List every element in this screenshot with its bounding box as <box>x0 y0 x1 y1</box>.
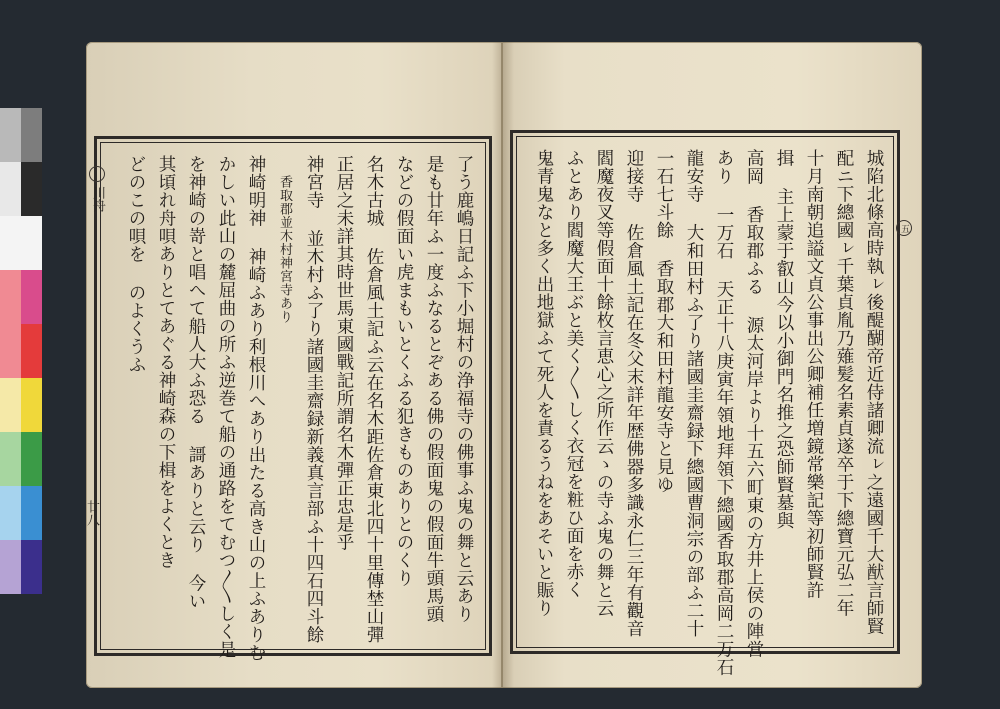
color-swatch <box>0 270 21 324</box>
right-text-frame <box>510 130 900 676</box>
open-book <box>86 42 922 688</box>
text-column: どのこの唄を のよくうふ <box>126 155 146 374</box>
color-swatch <box>0 324 21 378</box>
text-column: 配ニ下總國ㇾ千葉貞胤乃薙髪名素貞遂卒于下總寶元弘二年 <box>834 149 854 617</box>
text-column: 了う鹿嶋日記ふ下小堀村の浄福寺の佛事ふ鬼の舞と云あり <box>454 155 474 623</box>
color-swatch <box>0 216 42 270</box>
color-swatch <box>21 540 42 594</box>
text-column: 神崎明神 神崎ふあり利根川へあり出たる高き山の上ふありむ <box>246 155 266 662</box>
color-swatch <box>21 270 42 324</box>
color-swatch <box>0 486 21 540</box>
text-column: ふとあり閻魔大王ぶと美く〳〵しく衣冠を粧ひ面を赤く <box>564 149 584 599</box>
text-column: 迎接寺 佐倉風土記在冬父末詳年歴佛器多識永仁三年有觀音 <box>624 149 644 638</box>
color-swatch <box>0 108 21 162</box>
margin-circle-mark <box>89 166 105 182</box>
color-swatch <box>21 108 42 162</box>
left-page <box>86 42 502 688</box>
book-gutter <box>492 42 514 688</box>
folio-circle-mark: 五 <box>896 220 912 236</box>
text-column: 鬼青鬼なと多く出地獄ふて死人を責るうねをあそいと賑り <box>534 149 554 617</box>
text-column: あり 一万石 天正十八庚寅年領地拜領下總國香取郡高岡二万石 <box>714 149 734 676</box>
text-column: などの假面い虎まもいとくふる犯きものありとのくり <box>394 155 414 587</box>
text-column: 其頃れ舟唄ありとてあぐる神崎森の下楫をよくとき <box>156 155 176 569</box>
color-swatch <box>21 486 42 540</box>
text-column: 揖 主上蒙于叡山今以小御門名推之恐師賢墓與 <box>774 149 794 530</box>
text-column: 十月南朝追謚文貞公事出公卿補任増鏡常樂記等初師賢許 <box>804 149 824 599</box>
text-column: 正居之未詳其時世馬東國戰記所謂名木彈正忠是乎 <box>334 155 354 551</box>
color-swatch <box>0 378 21 432</box>
text-column: を神崎の嵜と唱へて船人大ふ恐る 謌ありと云り 今い <box>186 155 206 610</box>
text-column: 閻魔夜叉等假面十餘枚言恵心之所作云ゝの寺ふ鬼の舞と云 <box>594 149 614 617</box>
color-swatch <box>0 432 21 486</box>
page-folio: 廿八 <box>84 500 99 526</box>
color-swatch <box>21 378 42 432</box>
text-column: 城陷北條高時執ㇾ後醍醐帝近侍諸卿流ㇾ之遠國千大猷言師賢 <box>864 149 884 635</box>
page-folio <box>896 220 912 236</box>
margin-title-text: 川舟 <box>90 186 105 213</box>
text-column: 一石七斗餘 香取郡大和田村龍安寺と見ゆ <box>654 149 674 494</box>
text-column: かしい此山の麓屈曲の所ふ逆巻て船の通路をてむつ〳〵しく是 <box>216 155 236 659</box>
color-swatch <box>0 540 21 594</box>
margin-title <box>88 166 107 212</box>
text-column: 神宮寺 並木村ふ了り諸國圭齋録新義真言部ふ十四石四斗餘 <box>304 155 324 644</box>
right-page <box>502 42 922 688</box>
text-column: 高岡 香取郡ふる 源太河岸より十五六町東の方井上侯の陣営 <box>744 149 764 658</box>
text-column: 是も廿年ふ一度ふなるとぞある佛の假面鬼の假面牛頭馬頭 <box>424 155 444 623</box>
left-text-frame <box>94 136 492 662</box>
text-column: 龍安寺 大和田村ふ了り諸國圭齋録下總國曹洞宗の部ふ二十 <box>684 149 704 638</box>
color-swatch <box>21 162 42 216</box>
text-column: 名木古城 佐倉風土記ふ云在名木距佐倉東北四十里傳埜山彈 <box>364 155 384 644</box>
color-swatch <box>0 162 21 216</box>
color-calibration-chart <box>0 108 42 596</box>
color-swatch <box>21 324 42 378</box>
text-column: 香取郡並木村神宮寺あり <box>277 175 292 324</box>
color-swatch <box>21 432 42 486</box>
